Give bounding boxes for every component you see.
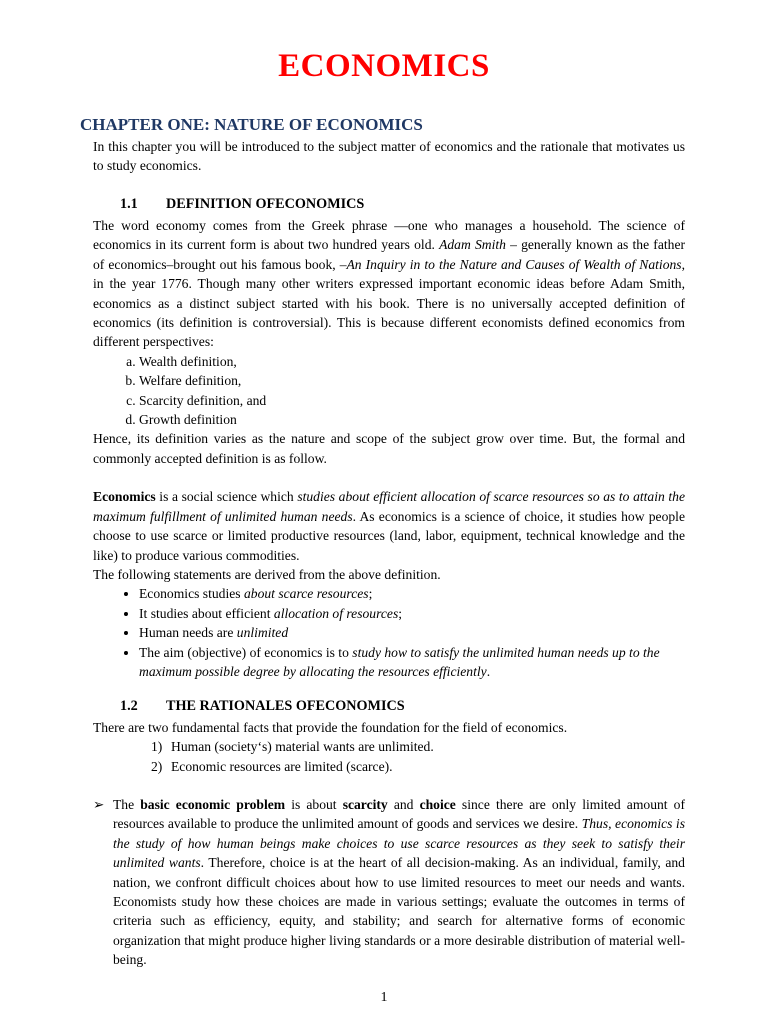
section-title: DEFINITION OFECONOMICS [166,196,365,212]
page-number: 1 [380,990,388,1005]
intro-paragraph [93,137,685,176]
list-item: c. Scarcity definition, and [139,391,685,410]
list-item: b. Welfare definition, [139,371,685,390]
adam-smith: Adam Smith [439,237,506,253]
list-item: • It studies about efficient allocation of resources; [139,604,685,623]
list-item: 1) Human (society‘s) material wants are unlimited. [151,739,434,755]
rationale-section-body [93,718,685,776]
list-item: d. Growth definition [139,410,685,429]
section-number: 1.1 [120,196,138,212]
intro-text: In this chapter you will be introduced to the subject matter of economics and the rationale that motivates us to study economics. [93,139,685,174]
list-item: • Human needs are unlimited [139,623,685,642]
definition-paragraph: The word economy comes from the Greek phrase —one who manages a household. The science of economics in its current form is about two hundred years old. Adam Smith – generally known as the father of economics–brought out his famous book, –An Inquiry in to the Nature and Causes of Wealth of Nations, in the year 1776. Though many other writers expressed important economic ideas before Adam Smith, economics as a distinct subject started with his book. There is no universally accepted definition of economics (its definition is controversial). This is because different economists defined economics from different perspectives: [93,218,685,350]
derived-statements-list [93,584,685,681]
rationale-paragraph: There are two fundamental facts that provide the foundation for the field of economics. [93,720,568,735]
section-title: THE RATIONALES OFECONOMICS [166,698,405,714]
fundamental-facts-list [93,737,685,776]
list-item: a. Wealth definition, [139,352,685,371]
list-item: • Economics studies about scarce resources; [139,584,685,603]
basic-problem-paragraph: The basic economic problem is about scarcity and choice since there are only limited amount of resources available to produce the unlimited amount of goods and services we desire. Thus, economics is the study of how human beings make choices to use scarce resources as they seek to satisfy their unlimited wants. Therefore, choice is at the heart of all decision-making. As an individual, family, and nation, we confront difficult choices about how to use limited resources to meet our needs and wants. Economists study how these choices are made in various settings; evaluate the outcomes in terms of criteria such as efficiency, equity, and stability; and search for alternative forms of economic organization that might produce higher living standards or a more desirable distribution of material well-being. [113,797,686,968]
section-number: 1.2 [120,698,138,714]
economics-definition: Economics is a social science which studies about efficient allocation of scarce resources so as to attain the maximum fulfillment of unlimited human needs. As economics is a science of choice, it studies how people choose to use scarce or limited productive resources (land, labor, equipment, technical knowledge and the like) to produce various commodities. [93,489,685,563]
document-title: ECONOMICS [278,48,490,84]
list-item: • The aim (objective) of economics is to study how to satisfy the unlimited human needs up to the maximum possible degree by allocating the resources efficiently. [139,643,685,682]
list-item: 2) Economic resources are limited (scarce). [151,758,393,774]
derived-intro: The following statements are derived from the above definition. [93,566,441,582]
chapter-heading: CHAPTER ONE: NATURE OF ECONOMICS [80,115,423,134]
book-title: An Inquiry in to the Nature and Causes of Wealth of Nations [346,256,682,272]
definition-section-body [93,216,685,681]
scope-paragraph: Hence, its definition varies as the nature and scope of the subject grow over time. But, the formal and commonly accepted definition is as follow. [93,431,685,466]
basic-problem-item [93,795,685,970]
arrow-bullet-icon: ➢ [93,797,105,812]
definition-types-list [93,352,685,430]
